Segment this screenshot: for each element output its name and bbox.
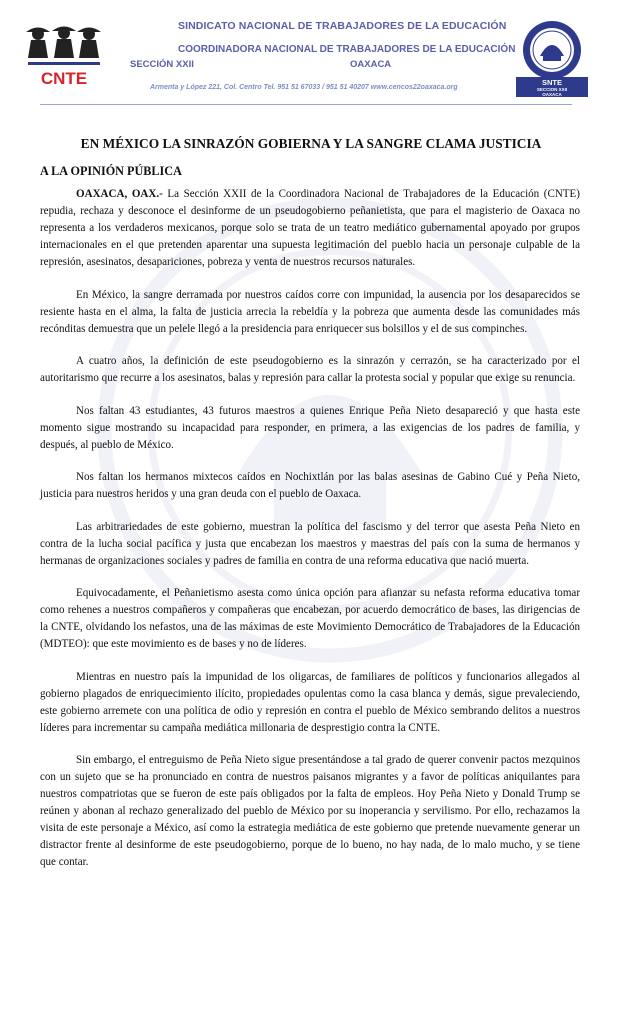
- paragraph: Las arbitrariedades de este gobierno, muestran la política del fascismo y del terror que asesta Peña Nieto en contra de la lucha social pacífica y justa que encabezan los maestros y maestras del país con la suma de hermanos y hermanas de organizaciones sociales y padres de familia en contra de una reforma educativa que nació muerta.: [40, 520, 580, 567]
- paragraph: Nos faltan los hermanos mixtecos caídos en Nochixtlán por las balas asesinas de Gabino Cué y Peña Nieto, justicia para nuestros heridos y una gran deuda con el pueblo de Oaxaca.: [40, 471, 580, 500]
- coordinator-name: COORDINADORA NACIONAL DE TRABAJADORES DE LA EDUCACIÓN: [178, 44, 516, 55]
- paragraph: Sin embargo, el entreguismo de Peña Nieto sigue presentándose a tal grado de querer convenir pactos mezquinos con un sujeto que se ha pronunciado en contra de nuestros paisanos migrantes y a favor de políticas aniquilantes para nuestros compatriotas que se fueron de este país obligados por la falta de empleos. Hoy Peña Nieto y Donald Trump se reúnen y abonan al rechazo generalizado del pueblo de México por su inoperancia y servilismo. Por ello, rechazamos la visita de este personaje a México, así como la estrategia mediática de este gobierno que pretende nuevamente generar un distractor frente al desinforme de este pseudogobierno, porque de lo bueno, no hay nada, de lo malo mucho, y se tiene que contar.: [40, 754, 580, 868]
- contact-line: Armenta y López 221, Col. Centro Tel. 951 51 67033 / 951 51 40207 www.cencos22oaxaca.org: [150, 84, 458, 91]
- snte-logo-text: SNTE: [541, 78, 563, 87]
- paragraph: En México, la sangre derramada por nuestros caídos corre con impunidad, la ausencia por los desaparecidos se resiente hasta en el alma, la falta de justicia arrecia la rebeldía y la pobreza que aumenta desde las comunidades más recónditas demuestra que un pelele llegó a la presidencia para enriquecer sus bolsillos y el de sus compinches.: [40, 288, 580, 335]
- union-name: SINDICATO NACIONAL DE TRABAJADORES DE LA EDUCACIÓN: [178, 20, 507, 32]
- section-label: SECCIÓN XXII: [130, 59, 194, 70]
- document-subtitle: A LA OPINIÓN PÚBLICA: [40, 164, 182, 178]
- cnte-logo-text: CNTE: [40, 69, 88, 88]
- cnte-logo: [22, 22, 106, 88]
- document-body: [40, 186, 580, 887]
- paragraph-text: La Sección XXII de la Coordinadora Nacional de Trabajadores de la Educación (CNTE) repudia, rechaza y desconoce el desinforme de un pseudogobierno peñanietista, que para el magisterio de Oaxaca no representa a los verdaderos mexicanos, porque solo se trata de un teatro mediático gubernamental apoyado por grupos internacionales en el que pretenden aparentar una supuesta legitimación del pueblo hacia un personaje culpable de la represión, asesinatos, desapariciones, pobreza y venta de nuestros recursos naturales.: [40, 188, 580, 268]
- paragraph: A cuatro años, la definición de este pseudogobierno es la sinrazón y cerrazón, se ha caracterizado por el autoritarismo que recurre a los asesinatos, balas y represión para callar la protesta social y popular que exige su renuncia.: [40, 355, 580, 384]
- paragraph: Nos faltan 43 estudiantes, 43 futuros maestros a quienes Enrique Peña Nieto desapareció y que hasta este momento sigue mostrando su incapacidad para responder, en primera, a las exigencias de los padres de familia, y después, al pueblo de México.: [40, 404, 580, 451]
- paragraph: [40, 186, 580, 271]
- paragraph: Equivocadamente, el Peñanietismo asesta como única opción para afianzar su nefasta reforma educativa tomar como rehenes a nuestros compañeros y compañeras que encabezan, por acuerdo democrático de bases, las dirigencias de la CNTE, olvidando los nefastos, una de las máximas de este Movimiento Democrático de Trabajadores de la Educación (MDTEO): que este movimiento es de bases y no de líderes.: [40, 587, 580, 650]
- dateline: OAXACA, OAX.-: [76, 188, 163, 200]
- header-divider: [40, 104, 572, 105]
- snte-logo-section: SECCION XXII: [536, 87, 568, 92]
- paragraph: Mientras en nuestro país la impunidad de los oligarcas, de familiares de políticos y funcionarios allegados al gobierno plagados de enriquecimiento ilícito, propiedades opulentas como la casa blanca y demás, sigue prevaleciendo, este gobierno arremete con una política de odio y represión en contra el pueblo de México sembrando delitos a nuestros líderes para incrementar su campaña mediática millonaria de desprestigio contra la CNTE.: [40, 670, 580, 734]
- state-label: OAXACA: [350, 59, 392, 70]
- snte-logo-state: OAXACA: [542, 92, 562, 97]
- document-title: EN MÉXICO LA SINRAZÓN GOBIERNA Y LA SANGRE CLAMA JUSTICIA: [80, 136, 542, 151]
- snte-seal: [510, 18, 594, 98]
